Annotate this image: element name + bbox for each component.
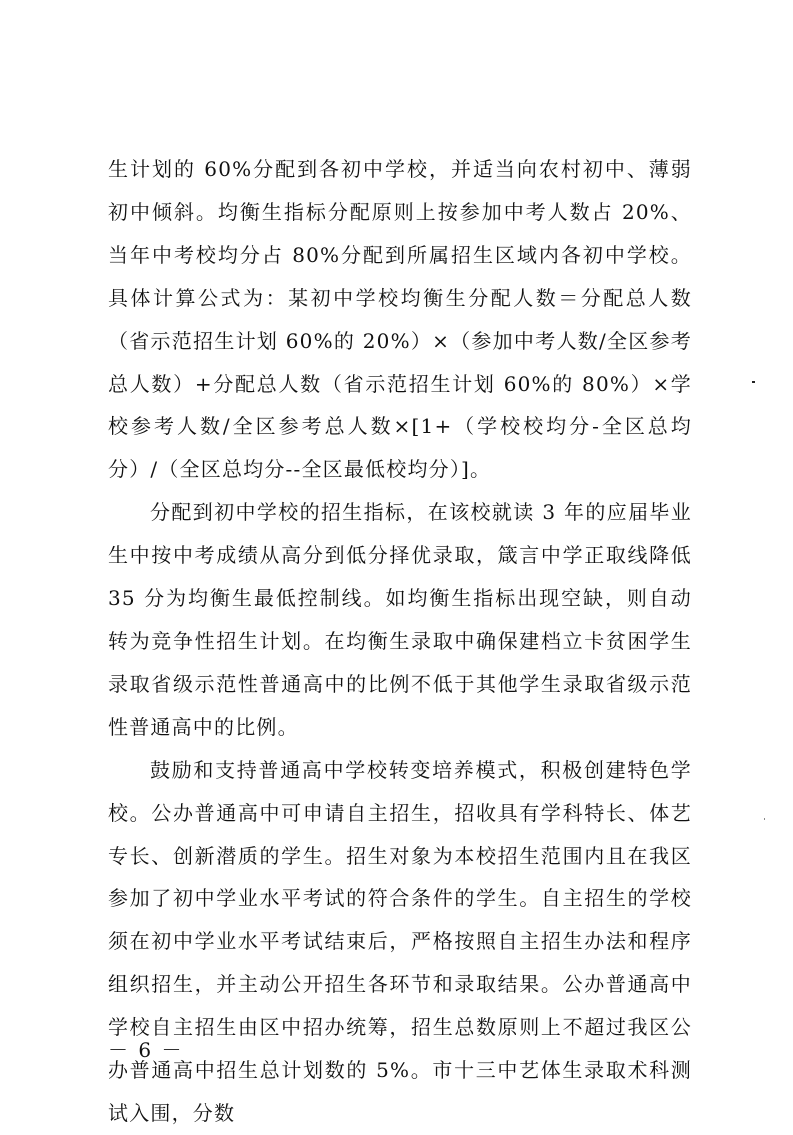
page-number: － 6 － bbox=[108, 1038, 184, 1062]
scan-mark bbox=[764, 818, 765, 820]
paragraph-1: 生计划的 60%分配到各初中学校，并适当向农村初中、薄弱初中倾斜。均衡生指标分配原则上按参加中考人数占 20%、当年中考校均分占 80%分配到所属招生区域内各初中学校。具体计算公式为：某初中学校均衡生分配人数＝分配总人数（省示范招生计划 60%的 20%）×（参加中考人数/全区参考总人数）+分配总人数（省示范招生计划 60%的 80%）×学校参考人数/全区参考总人数×[1+（学校校均分-全区总均分）/（全区总均分--全区最低校均分）]。 bbox=[108, 157, 692, 482]
paragraph-2: 分配到初中学校的招生指标，在该校就读 3 年的应届毕业生中按中考成绩从高分到低分择优录取，箴言中学正取线降低 35 分为均衡生最低控制线。如均衡生指标出现空缺，则自动转为竞争性招生计划。在均衡生录取中确保建档立卡贫困学生录取省级示范性普通高中的比例不低于其他学生录取省级示范性普通高中的比例。 bbox=[108, 500, 692, 739]
paragraph-3: 鼓励和支持普通高中学校转变培养模式，积极创建特色学校。公办普通高中可申请自主招生，招收具有学科特长、体艺专长、创新潜质的学生。招生对象为本校招生范围内且在我区参加了初中学业水平考试的符合条件的学生。自主招生的学校须在初中学业水平考试结束后，严格按照自主招生办法和程序组织招生，并主动公开招生各环节和录取结果。公办普通高中学校自主招生由区中招办统筹，招生总数原则上不超过我区公办普通高中招生总计划数的 5%。市十三中艺体生录取术科测试入围，分数 bbox=[108, 757, 692, 1125]
body-text bbox=[108, 148, 692, 1135]
scan-mark bbox=[752, 381, 755, 383]
